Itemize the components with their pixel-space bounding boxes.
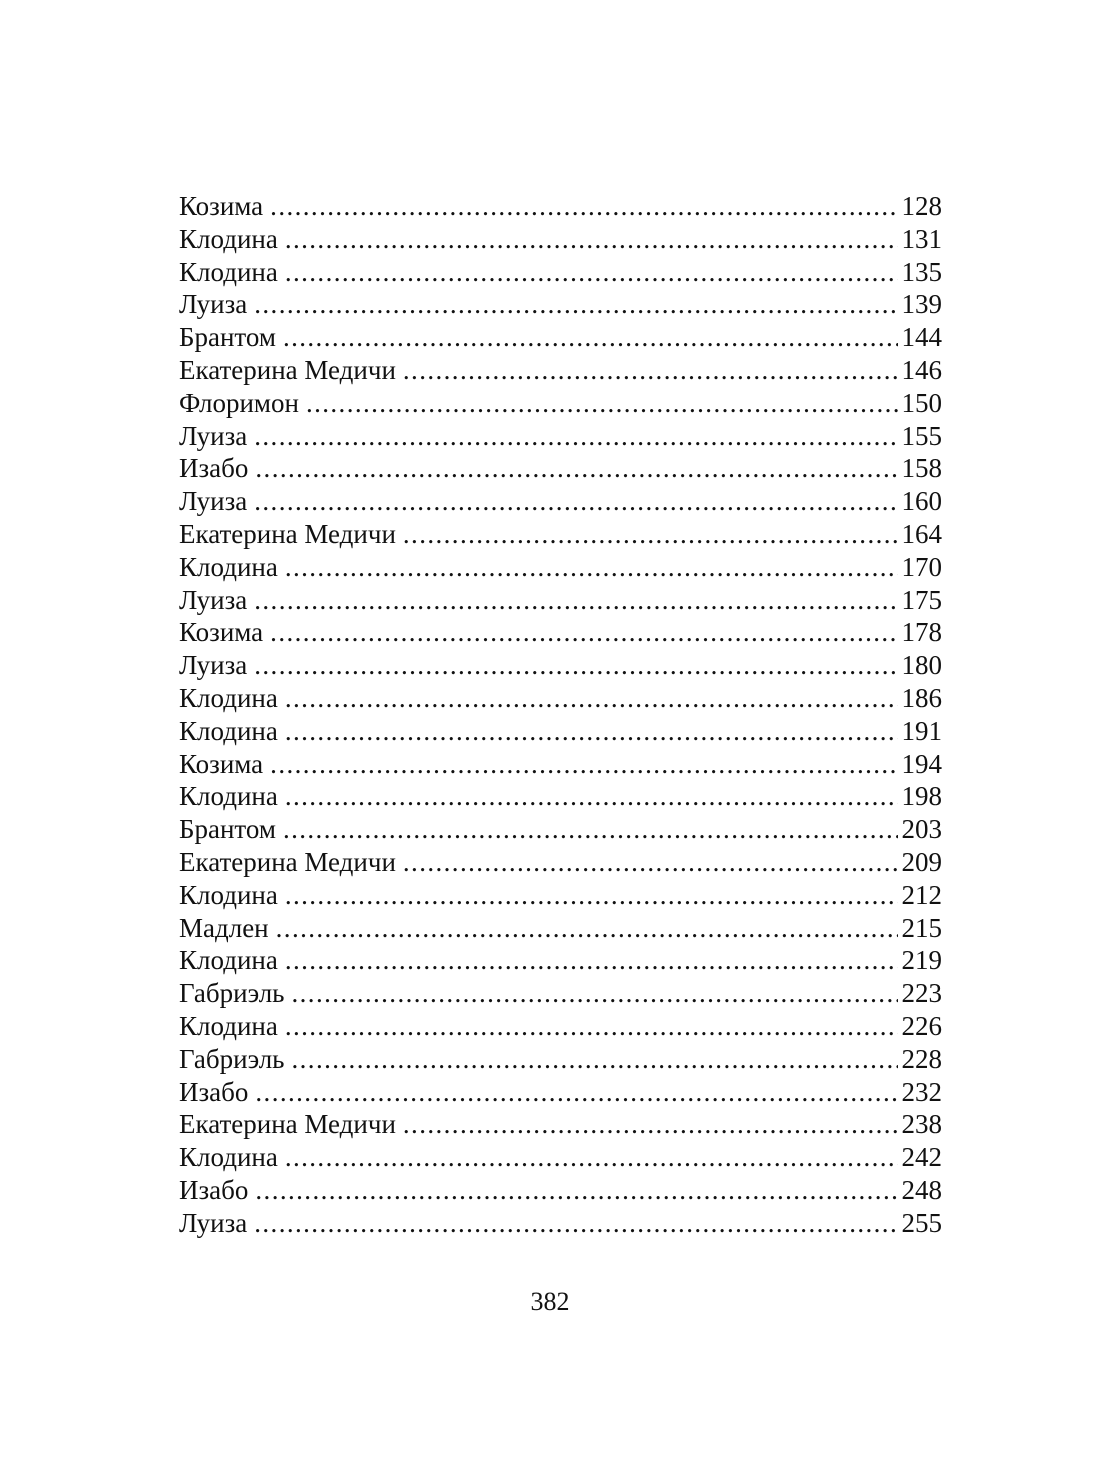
toc-entry[interactable] [179,584,942,617]
dot-leader [403,1108,898,1141]
toc-entry-title: Изабо [179,453,249,484]
toc-entry-page: 170 [901,551,942,582]
dot-leader [285,682,898,715]
toc-entry-title: Луиза [179,650,248,681]
toc-entry-title: Клодина [179,715,278,746]
toc-entry-page: 194 [901,748,942,779]
toc-entry[interactable] [179,649,942,682]
toc-entry[interactable] [179,1174,942,1207]
toc-entry[interactable] [179,715,942,748]
dot-leader [270,616,897,649]
toc-entry-page: 178 [901,617,942,648]
toc-entry-page: 144 [901,322,942,353]
toc-entry-title: Клодина [179,781,278,812]
toc-entry[interactable] [179,813,942,846]
toc-entry-title: Луиза [179,289,248,320]
toc-entry-page: 155 [901,420,942,451]
dot-leader [285,879,898,912]
toc-entry-page: 139 [901,289,942,320]
toc-entry[interactable] [179,452,942,485]
toc-entry-page: 198 [901,781,942,812]
toc-entry[interactable] [179,551,942,584]
toc-entry-page: 128 [901,191,942,221]
toc-entry[interactable] [179,1043,942,1076]
toc-entry-title: Луиза [179,584,248,615]
toc-entry[interactable] [179,977,942,1010]
toc-entry-page: 215 [901,912,942,943]
toc-entry[interactable] [179,748,942,781]
toc-entry-page: 255 [901,1207,942,1238]
dot-leader [285,780,898,813]
toc-entry-title: Клодина [179,879,278,910]
toc-entry-title: Габриэль [179,1043,285,1074]
toc-entry-title: Брантом [179,814,276,845]
toc-entry-title: Клодина [179,223,278,254]
toc-entry[interactable] [179,321,942,354]
toc-entry-title: Клодина [179,256,278,287]
toc-entry-page: 223 [901,978,942,1009]
toc-entry-title: Клодина [179,1142,278,1173]
toc-entry-page: 191 [901,715,942,746]
dot-leader [283,813,898,846]
toc-entry[interactable] [179,420,942,453]
toc-entry-title: Габриэль [179,978,285,1009]
dot-leader [285,223,898,256]
toc-entry-title: Козима [179,617,264,648]
dot-leader [403,354,898,387]
toc-entry[interactable] [179,780,942,813]
dot-leader [285,944,898,977]
toc-entry-title: Клодина [179,551,278,582]
toc-entry-page: 228 [901,1043,942,1074]
dot-leader [403,518,898,551]
dot-leader [306,387,898,420]
dot-leader [255,1076,897,1109]
toc-entry[interactable] [179,944,942,977]
dot-leader [254,420,897,453]
dot-leader [285,715,898,748]
toc-entry[interactable] [179,616,942,649]
toc-entry[interactable] [179,1076,942,1109]
table-of-contents [179,190,942,1240]
toc-entry[interactable] [179,1108,942,1141]
toc-entry-page: 226 [901,1010,942,1041]
toc-entry-page: 180 [901,650,942,681]
toc-entry-page: 232 [901,1076,942,1107]
toc-entry[interactable] [179,1141,942,1174]
toc-entry-title: Брантом [179,322,276,353]
dot-leader [285,256,898,289]
toc-entry-page: 186 [901,682,942,713]
dot-leader [270,190,897,223]
toc-entry[interactable] [179,1207,942,1240]
toc-entry[interactable] [179,256,942,289]
dot-leader [285,551,898,584]
dot-leader [292,977,898,1010]
toc-entry[interactable] [179,846,942,879]
toc-entry-page: 150 [901,387,942,418]
toc-entry-page: 209 [901,846,942,877]
dot-leader [285,1141,898,1174]
toc-entry[interactable] [179,190,942,223]
toc-entry-title: Луиза [179,486,248,517]
toc-entry-title: Екатерина Медичи [179,354,396,385]
toc-entry[interactable] [179,223,942,256]
dot-leader [254,288,897,321]
toc-entry-title: Мадлен [179,912,269,943]
toc-entry-title: Луиза [179,420,248,451]
toc-entry-title: Козима [179,191,264,221]
toc-entry-title: Луиза [179,1207,248,1238]
dot-leader [254,1207,897,1240]
toc-entry[interactable] [179,1010,942,1043]
toc-entry-page: 238 [901,1109,942,1140]
toc-entry[interactable] [179,288,942,321]
toc-entry-page: 219 [901,945,942,976]
dot-leader [283,321,898,354]
toc-entry[interactable] [179,912,942,945]
toc-entry-page: 212 [901,879,942,910]
toc-entry-title: Клодина [179,682,278,713]
dot-leader [254,485,897,518]
toc-entry-page: 248 [901,1174,942,1205]
dot-leader [255,452,897,485]
toc-entry-page: 175 [901,584,942,615]
toc-entry[interactable] [179,485,942,518]
dot-leader [292,1043,898,1076]
toc-entry[interactable] [179,354,942,387]
toc-entry-title: Изабо [179,1076,249,1107]
toc-entry-page: 164 [901,518,942,549]
toc-entry-page: 146 [901,354,942,385]
toc-entry-title: Изабо [179,1174,249,1205]
toc-entry-page: 158 [901,453,942,484]
toc-entry-title: Екатерина Медичи [179,1109,396,1140]
toc-entry-page: 242 [901,1142,942,1173]
toc-entry-page: 203 [901,814,942,845]
dot-leader [270,748,897,781]
toc-entry-page: 160 [901,486,942,517]
toc-entry[interactable] [179,879,942,912]
toc-entry-title: Екатерина Медичи [179,518,396,549]
toc-entry-page: 135 [901,256,942,287]
toc-entry-title: Екатерина Медичи [179,846,396,877]
toc-entry-title: Козима [179,748,264,779]
dot-leader [285,1010,898,1043]
dot-leader [403,846,898,879]
toc-entry-title: Клодина [179,1010,278,1041]
toc-entry-title: Клодина [179,945,278,976]
dot-leader [276,912,898,945]
toc-entry[interactable] [179,682,942,715]
dot-leader [254,649,897,682]
toc-entry-title: Флоримон [179,387,299,418]
dot-leader [255,1174,897,1207]
page-number: 382 [530,1287,570,1316]
toc-entry[interactable] [179,387,942,420]
dot-leader [254,584,897,617]
toc-entry[interactable] [179,518,942,551]
toc-entry-page: 131 [901,223,942,254]
